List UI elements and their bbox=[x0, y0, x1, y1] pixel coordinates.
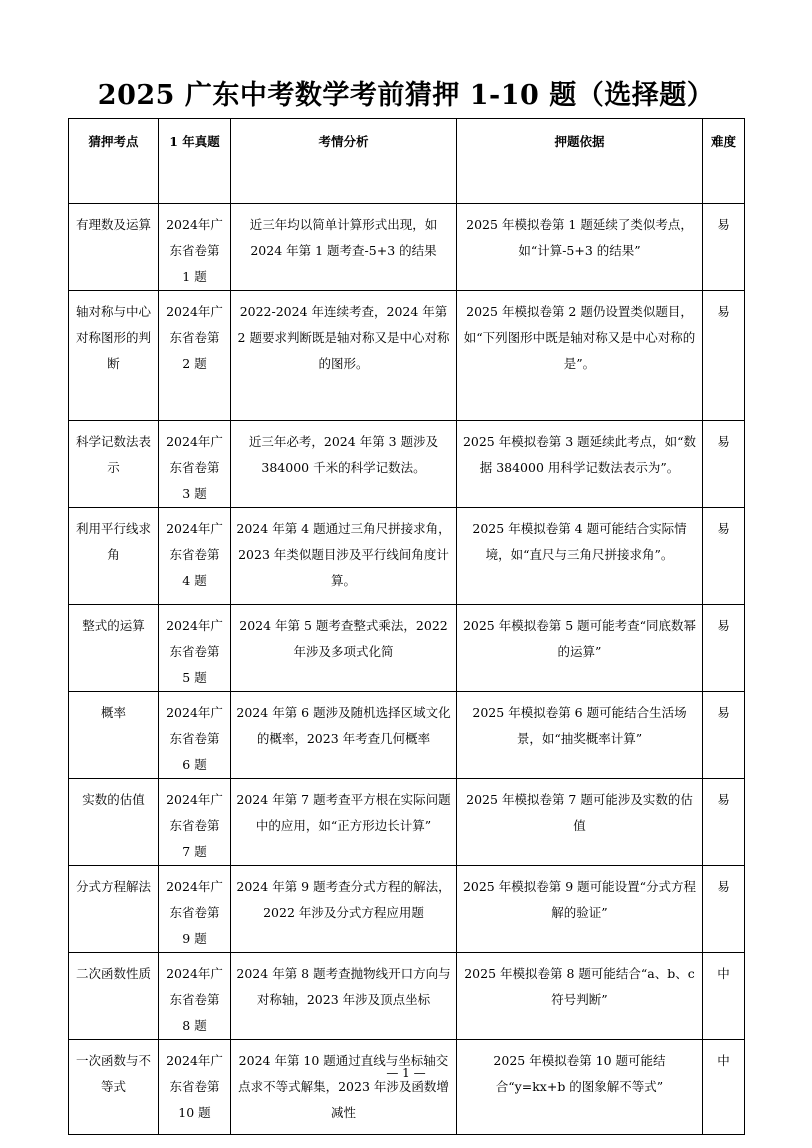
header-analysis: 考情分析 bbox=[231, 119, 457, 204]
basis-cell: 2025 年模拟卷第 2 题仍设置类似题目，如“下列图形中既是轴对称又是中心对称的是”。 bbox=[457, 291, 703, 421]
topic-cell: 一次函数与不等式 bbox=[69, 1040, 159, 1135]
level-cell: 中 bbox=[703, 1040, 745, 1135]
real-cell: 2024年广东省卷第 8 题 bbox=[159, 953, 231, 1040]
table-row bbox=[69, 291, 745, 421]
basis-cell: 2025 年模拟卷第 4 题可能结合实际情境，如“直尺与三角尺拼接求角”。 bbox=[457, 508, 703, 605]
real-cell: 2024年广东省卷第 6 题 bbox=[159, 692, 231, 779]
real-cell: 2024年广东省卷第 7 题 bbox=[159, 779, 231, 866]
analysis-cell: 2024 年第 7 题考查平方根在实际问题中的应用，如“正方形边长计算” bbox=[231, 779, 457, 866]
real-cell: 2024年广东省卷第 3 题 bbox=[159, 421, 231, 508]
level-cell: 易 bbox=[703, 605, 745, 692]
topic-cell: 利用平行线求角 bbox=[69, 508, 159, 605]
analysis-cell: 2024 年第 8 题考查抛物线开口方向与对称轴，2023 年涉及顶点坐标 bbox=[231, 953, 457, 1040]
topic-cell: 实数的估值 bbox=[69, 779, 159, 866]
basis-cell: 2025 年模拟卷第 9 题可能设置“分式方程解的验证” bbox=[457, 866, 703, 953]
level-cell: 易 bbox=[703, 508, 745, 605]
table-row bbox=[69, 1040, 745, 1135]
real-cell: 2024年广东省卷第 9 题 bbox=[159, 866, 231, 953]
analysis-cell: 近三年必考，2024 年第 3 题涉及384000 千米的科学记数法。 bbox=[231, 421, 457, 508]
prediction-table bbox=[68, 118, 745, 1135]
topic-cell: 整式的运算 bbox=[69, 605, 159, 692]
analysis-cell: 2024 年第 4 题通过三角尺拼接求角，2023 年类似题目涉及平行线间角度计算。 bbox=[231, 508, 457, 605]
real-cell: 2024年广东省卷第 5 题 bbox=[159, 605, 231, 692]
table-row bbox=[69, 866, 745, 953]
level-cell: 易 bbox=[703, 692, 745, 779]
real-cell: 2024年广东省卷第 2 题 bbox=[159, 291, 231, 421]
topic-cell: 概率 bbox=[69, 692, 159, 779]
basis-cell: 2025 年模拟卷第 1 题延续了类似考点，如“计算-5+3 的结果” bbox=[457, 204, 703, 291]
level-cell: 易 bbox=[703, 779, 745, 866]
level-cell: 易 bbox=[703, 866, 745, 953]
table-row bbox=[69, 692, 745, 779]
table-row bbox=[69, 779, 745, 866]
analysis-cell: 2024 年第 10 题通过直线与坐标轴交点求不等式解集，2023 年涉及函数增减性 bbox=[231, 1040, 457, 1135]
topic-cell: 二次函数性质 bbox=[69, 953, 159, 1040]
topic-cell: 科学记数法表示 bbox=[69, 421, 159, 508]
header-topic: 猜押考点 bbox=[69, 119, 159, 204]
analysis-cell: 2024 年第 9 题考查分式方程的解法，2022 年涉及分式方程应用题 bbox=[231, 866, 457, 953]
table-row bbox=[69, 204, 745, 291]
analysis-cell: 近三年均以简单计算形式出现，如2024 年第 1 题考查-5+3 的结果 bbox=[231, 204, 457, 291]
level-cell: 中 bbox=[703, 953, 745, 1040]
topic-cell: 有理数及运算 bbox=[69, 204, 159, 291]
basis-cell: 2025 年模拟卷第 10 题可能结合“y=kx+b 的图象解不等式” bbox=[457, 1040, 703, 1135]
page-title: 2025 广东中考数学考前猜押 1-10 题（选择题） bbox=[97, 80, 715, 111]
basis-cell: 2025 年模拟卷第 5 题可能考查“同底数幂的运算” bbox=[457, 605, 703, 692]
real-cell: 2024年广东省卷第 4 题 bbox=[159, 508, 231, 605]
analysis-cell: 2022-2024 年连续考查，2024 年第 2 题要求判断既是轴对称又是中心对称的图形。 bbox=[231, 291, 457, 421]
header-real: 1 年真题 bbox=[159, 119, 231, 204]
real-cell: 2024年广东省卷第 1 题 bbox=[159, 204, 231, 291]
table-row bbox=[69, 605, 745, 692]
level-cell: 易 bbox=[703, 291, 745, 421]
table-row bbox=[69, 508, 745, 605]
topic-cell: 分式方程解法 bbox=[69, 866, 159, 953]
page-number: — 1 — bbox=[386, 1066, 426, 1080]
table-row bbox=[69, 953, 745, 1040]
header-basis: 押题依据 bbox=[457, 119, 703, 204]
real-cell: 2024年广东省卷第 10 题 bbox=[159, 1040, 231, 1135]
topic-cell: 轴对称与中心对称图形的判断 bbox=[69, 291, 159, 421]
level-cell: 易 bbox=[703, 421, 745, 508]
table-row bbox=[69, 421, 745, 508]
header-row bbox=[69, 119, 745, 204]
basis-cell: 2025 年模拟卷第 3 题延续此考点，如“数据 384000 用科学记数法表示为”。 bbox=[457, 421, 703, 508]
level-cell: 易 bbox=[703, 204, 745, 291]
analysis-cell: 2024 年第 5 题考查整式乘法，2022年涉及多项式化简 bbox=[231, 605, 457, 692]
analysis-cell: 2024 年第 6 题涉及随机选择区域文化的概率，2023 年考查几何概率 bbox=[231, 692, 457, 779]
header-level: 难度 bbox=[703, 119, 745, 204]
basis-cell: 2025 年模拟卷第 6 题可能结合生活场景，如“抽奖概率计算” bbox=[457, 692, 703, 779]
basis-cell: 2025 年模拟卷第 8 题可能结合“a、b、c 符号判断” bbox=[457, 953, 703, 1040]
basis-cell: 2025 年模拟卷第 7 题可能涉及实数的估值 bbox=[457, 779, 703, 866]
